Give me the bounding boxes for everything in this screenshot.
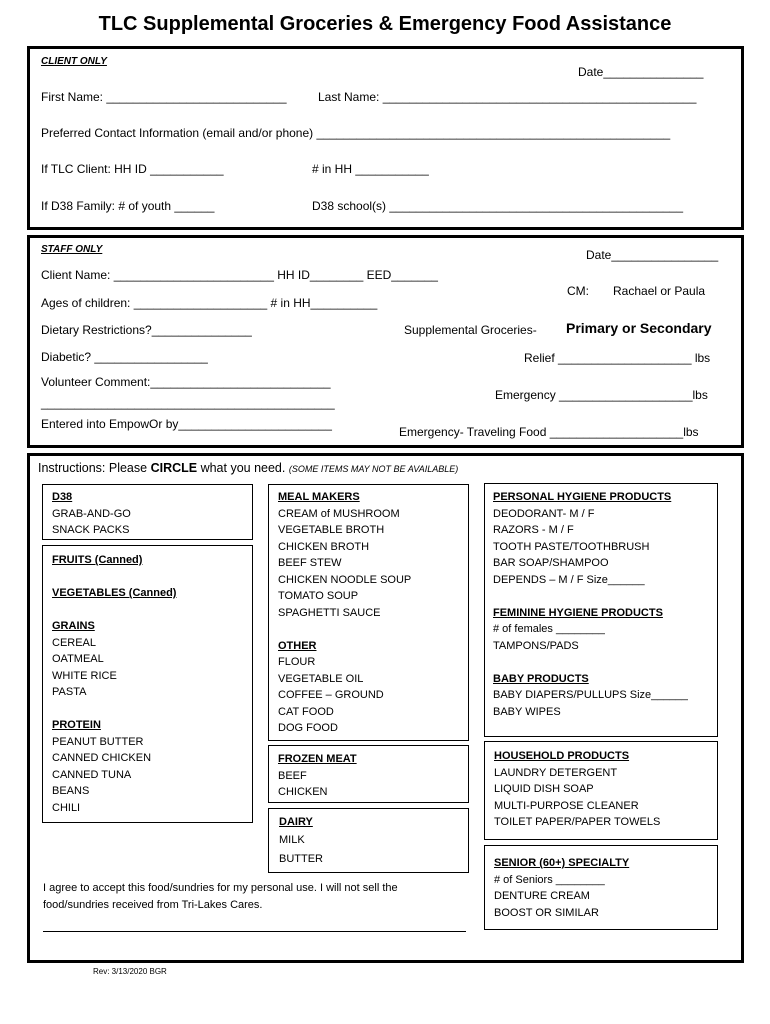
fruits-heading[interactable]: FRUITS (Canned) bbox=[52, 554, 143, 566]
meal-makers-item[interactable]: BEEF STEW bbox=[278, 557, 342, 569]
protein-item[interactable]: BEANS bbox=[52, 785, 90, 797]
feminine-hygiene-item[interactable]: # of females ________ bbox=[493, 623, 605, 635]
senior-item[interactable]: BOOST OR SIMILAR bbox=[494, 906, 599, 919]
personal-hygiene-item[interactable]: BAR SOAP/SHAMPOO bbox=[493, 557, 609, 569]
tlc-client-hh-id-field[interactable]: If TLC Client: HH ID ___________ bbox=[41, 162, 224, 176]
senior-item[interactable]: DENTURE CREAM bbox=[494, 890, 590, 902]
volunteer-comment-field[interactable]: Volunteer Comment:___________________________ bbox=[41, 375, 331, 389]
revision-note: Rev: 3/13/2020 BGR bbox=[93, 967, 167, 976]
ages-of-children-field[interactable]: Ages of children: ____________________ # in HH__________ bbox=[41, 296, 378, 310]
other-heading: OTHER bbox=[278, 639, 317, 652]
d38-item[interactable]: GRAB-AND-GO bbox=[52, 507, 131, 520]
volunteer-comment-line[interactable]: ____________________________________________ bbox=[41, 396, 335, 410]
protein-item[interactable]: CANNED TUNA bbox=[52, 768, 132, 781]
dairy-heading: DAIRY bbox=[279, 816, 313, 828]
frozen-meat-list bbox=[278, 751, 357, 801]
meal-makers-item[interactable]: CHICKEN BROTH bbox=[278, 540, 370, 553]
cm-names[interactable]: Rachael or Paula bbox=[613, 284, 706, 298]
first-name-field[interactable]: First Name: ___________________________ bbox=[41, 90, 287, 104]
client-date-field[interactable]: Date_______________ bbox=[578, 65, 704, 79]
client-only-label: CLIENT ONLY bbox=[41, 56, 107, 67]
frozen-meat-item[interactable]: BEEF bbox=[278, 769, 307, 782]
entered-into-empowor-field[interactable]: Entered into EmpowOr by_______________________ bbox=[41, 417, 332, 431]
client-in-hh-field[interactable]: # in HH ___________ bbox=[312, 162, 429, 176]
household-item[interactable]: LIQUID DISH SOAP bbox=[494, 783, 594, 795]
feminine-hygiene-item[interactable]: TAMPONS/PADS bbox=[493, 639, 579, 652]
instructions-prefix: Instructions: Please bbox=[38, 461, 151, 475]
food-staples-list bbox=[52, 552, 176, 816]
other-item[interactable]: DOG FOOD bbox=[278, 722, 338, 734]
staff-date-field[interactable]: Date________________ bbox=[586, 248, 719, 262]
personal-hygiene-item[interactable]: DEODORANT- M / F bbox=[493, 507, 595, 520]
personal-hygiene-item[interactable]: RAZORS - M / F bbox=[493, 524, 574, 536]
dairy-item[interactable]: BUTTER bbox=[279, 852, 323, 865]
feminine-hygiene-heading: FEMININE HYGIENE PRODUCTS bbox=[493, 606, 663, 619]
dairy-list bbox=[279, 814, 323, 869]
d38-list bbox=[52, 489, 131, 539]
senior-list bbox=[494, 855, 629, 921]
client-name-field[interactable]: Client Name: ________________________ HH ID________ EED_______ bbox=[41, 268, 438, 282]
agreement-line-2: food/sundries received from Tri-Lakes Cares. bbox=[43, 899, 263, 911]
last-name-field[interactable]: Last Name: _______________________________________________ bbox=[318, 90, 697, 104]
senior-item[interactable]: # of Seniors ________ bbox=[494, 873, 605, 886]
household-item[interactable]: MULTI-PURPOSE CLEANER bbox=[494, 799, 639, 812]
d38-youth-field[interactable]: If D38 Family: # of youth ______ bbox=[41, 199, 215, 213]
instructions-suffix: what you need. bbox=[197, 461, 286, 475]
dietary-restrictions-field[interactable]: Dietary Restrictions?_______________ bbox=[41, 323, 252, 337]
vegetables-heading[interactable]: VEGETABLES (Canned) bbox=[52, 587, 177, 599]
frozen-meat-heading: FROZEN MEAT bbox=[278, 753, 357, 765]
other-item[interactable]: CAT FOOD bbox=[278, 705, 334, 718]
baby-products-item[interactable]: BABY DIAPERS/PULLUPS Size______ bbox=[493, 689, 688, 701]
d38-item[interactable]: SNACK PACKS bbox=[52, 524, 130, 536]
other-item[interactable]: VEGETABLE OIL bbox=[278, 672, 364, 685]
meal-makers-item[interactable]: SPAGHETTI SAUCE bbox=[278, 606, 381, 619]
diabetic-field[interactable]: Diabetic? _________________ bbox=[41, 350, 208, 364]
household-heading: HOUSEHOLD PRODUCTS bbox=[494, 750, 630, 762]
cm-label: CM: bbox=[567, 284, 589, 298]
meal-makers-item[interactable]: TOMATO SOUP bbox=[278, 590, 359, 602]
personal-hygiene-list bbox=[493, 489, 688, 720]
protein-item[interactable]: CHILI bbox=[52, 801, 81, 814]
household-item[interactable]: LAUNDRY DETERGENT bbox=[494, 766, 618, 779]
emergency-lbs-field[interactable]: Emergency ____________________lbs bbox=[495, 388, 708, 402]
other-item[interactable]: FLOUR bbox=[278, 656, 316, 668]
baby-products-heading: BABY PRODUCTS bbox=[493, 672, 589, 685]
household-list bbox=[494, 748, 660, 831]
grains-heading: GRAINS bbox=[52, 620, 95, 632]
instructions-circle: CIRCLE bbox=[150, 461, 198, 475]
agreement-line-1: I agree to accept this food/sundries for my personal use. I will not sell the bbox=[43, 882, 398, 894]
d38-school-field[interactable]: D38 school(s) ____________________________________________ bbox=[312, 199, 684, 213]
grains-item[interactable]: OATMEAL bbox=[52, 653, 104, 665]
grains-item[interactable]: CEREAL bbox=[52, 636, 97, 649]
protein-item[interactable]: CANNED CHICKEN bbox=[52, 752, 152, 764]
signature-line[interactable] bbox=[43, 931, 466, 932]
protein-heading: PROTEIN bbox=[52, 719, 101, 731]
d38-heading: D38 bbox=[52, 491, 73, 503]
household-item[interactable]: TOILET PAPER/PAPER TOWELS bbox=[494, 816, 661, 828]
personal-hygiene-item[interactable]: TOOTH PASTE/TOOTHBRUSH bbox=[493, 540, 650, 553]
grains-item[interactable]: PASTA bbox=[52, 686, 87, 698]
page-title: TLC Supplemental Groceries & Emergency Food Assistance bbox=[98, 13, 672, 35]
meal-makers-item[interactable]: CREAM of MUSHROOM bbox=[278, 507, 400, 520]
personal-hygiene-heading: PERSONAL HYGIENE PRODUCTS bbox=[493, 491, 672, 503]
meal-makers-item[interactable]: CHICKEN NOODLE SOUP bbox=[278, 573, 412, 586]
emergency-traveling-food-field[interactable]: Emergency- Traveling Food ____________________lbs bbox=[399, 425, 699, 439]
senior-heading: SENIOR (60+) SPECIALTY bbox=[494, 857, 630, 869]
other-item[interactable]: COFFEE – GROUND bbox=[278, 689, 384, 701]
relief-lbs-field[interactable]: Relief ____________________ lbs bbox=[524, 351, 711, 365]
instructions-note: (SOME ITEMS MAY NOT BE AVAILABLE) bbox=[288, 464, 459, 474]
staff-only-label: STAFF ONLY bbox=[41, 244, 103, 255]
supplemental-options[interactable]: Primary or Secondary bbox=[566, 320, 712, 336]
dairy-item[interactable]: MILK bbox=[279, 833, 305, 846]
baby-products-item[interactable]: BABY WIPES bbox=[493, 705, 561, 718]
supplemental-groceries-label: Supplemental Groceries- bbox=[404, 323, 537, 337]
contact-info-field[interactable]: Preferred Contact Information (email and/or phone) _____________________________________________________ bbox=[41, 126, 671, 140]
meal-makers-list bbox=[278, 489, 411, 737]
personal-hygiene-item[interactable]: DEPENDS – M / F Size______ bbox=[493, 573, 645, 586]
frozen-meat-item[interactable]: CHICKEN bbox=[278, 786, 328, 798]
meal-makers-heading: MEAL MAKERS bbox=[278, 491, 360, 503]
protein-item[interactable]: PEANUT BUTTER bbox=[52, 735, 144, 748]
meal-makers-item[interactable]: VEGETABLE BROTH bbox=[278, 524, 385, 536]
grains-item[interactable]: WHITE RICE bbox=[52, 669, 117, 682]
instructions-text bbox=[38, 461, 458, 475]
